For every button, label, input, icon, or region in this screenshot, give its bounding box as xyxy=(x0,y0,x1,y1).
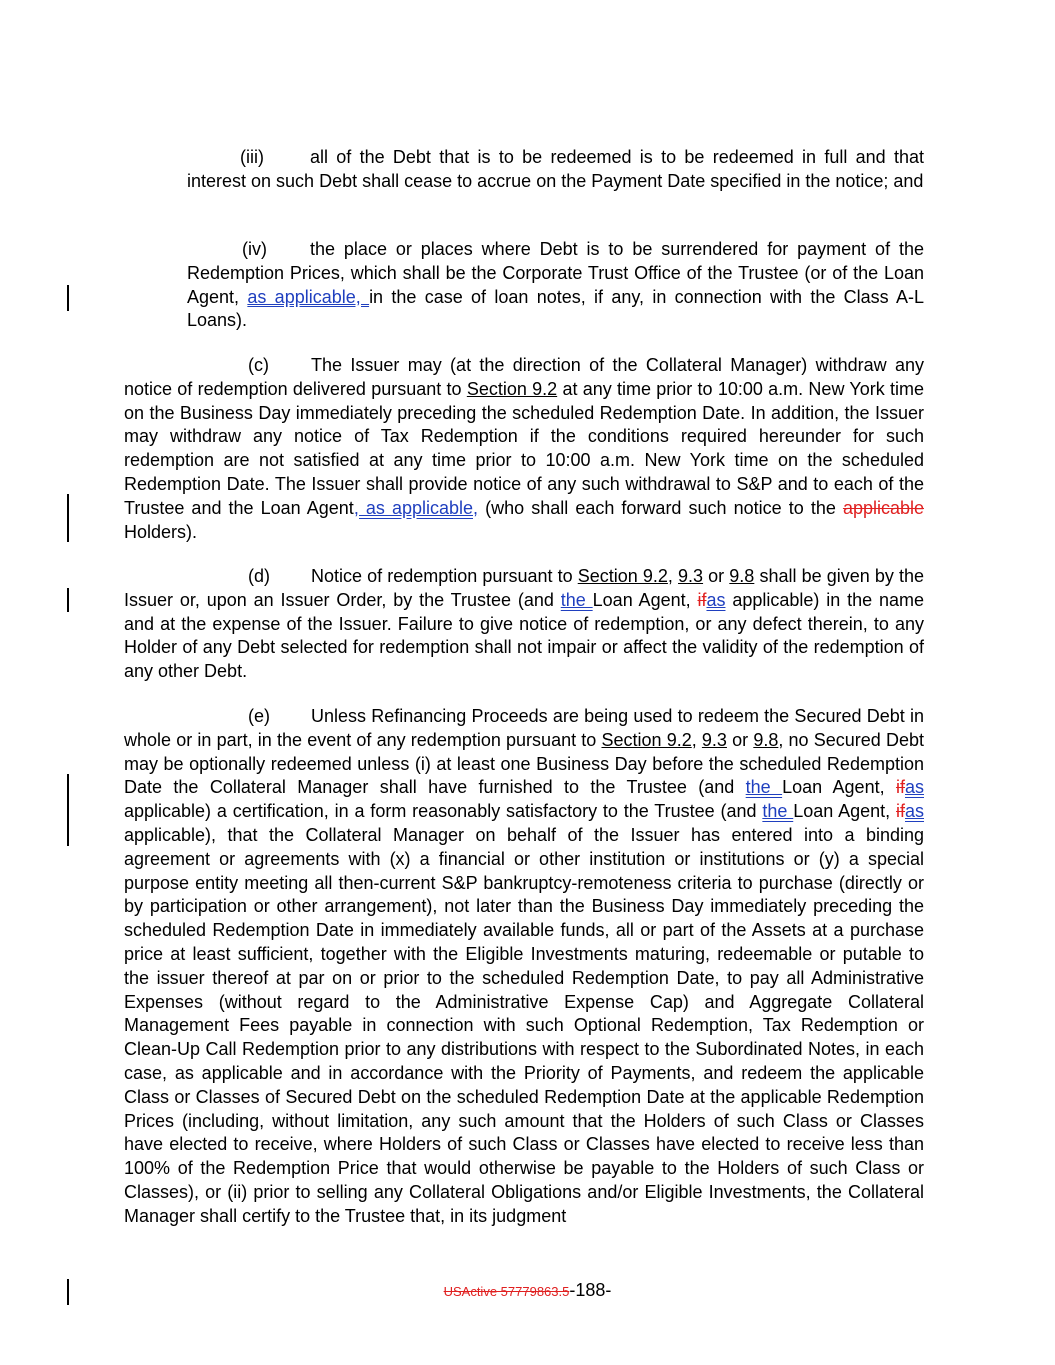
section-reference: 9.3 xyxy=(678,566,704,586)
paragraph-text: (who shall each forward such notice to the xyxy=(478,497,843,518)
section-reference: Section 9.2 xyxy=(466,378,558,399)
paragraph-text: , no Secured Debt may be optionally redeemed unless (i) at least one Business Day before the scheduled Redemption Date the Collateral Manager shall have furnished to the Trustee (and xyxy=(124,729,924,798)
paragraph-label: (c) xyxy=(248,355,269,375)
paragraph-c xyxy=(124,354,924,544)
clause-text: all of the Debt that is to be redeemed is to be redeemed in full and that interest on such Debt shall cease to accrue on the Payment Date specified in the notice; and xyxy=(187,147,924,191)
deleted-text: if xyxy=(896,801,905,822)
paragraph-text: applicable) in the name and at the expense of the Issuer. Failure to give notice of redemption, or any defect therein, to any Holder of any Debt selected for redemption shall not impair or affect the validity of the redemption of any other Debt. xyxy=(124,589,925,682)
separator: or xyxy=(726,729,754,750)
separator: , xyxy=(667,566,679,586)
deleted-text: applicable xyxy=(842,497,924,518)
clause-iv xyxy=(187,238,924,333)
inserted-text: the xyxy=(560,589,593,610)
paragraph-text: Notice of redemption pursuant to xyxy=(311,566,578,586)
inserted-text: the xyxy=(762,801,794,822)
paragraph-text: shall be given by the Issuer or, upon an Issuer Order, by the Trustee (and xyxy=(124,566,924,610)
paragraph-text: Loan Agent, xyxy=(782,777,896,798)
section-reference: Section 9.2 xyxy=(601,729,692,750)
paragraph-label: (d) xyxy=(248,566,270,586)
paragraph-text: Loan Agent, xyxy=(793,801,896,822)
inserted-text: as xyxy=(905,801,925,822)
change-bar xyxy=(67,494,69,542)
deleted-text: if xyxy=(697,589,707,610)
section-reference: 9.8 xyxy=(729,566,755,586)
clause-text: in the case of loan notes, if any, in connection with the Class A-L Loans). xyxy=(187,286,925,331)
deleted-text: if xyxy=(895,777,905,798)
paragraph-text: Loan Agent, xyxy=(592,589,698,610)
inserted-text: as xyxy=(706,589,726,610)
section-reference: 9.3 xyxy=(701,729,727,750)
clause-iii xyxy=(187,146,924,194)
section-reference: 9.8 xyxy=(753,729,779,750)
section-reference: Section 9.2 xyxy=(577,566,668,586)
paragraph-text: applicable), that the Collateral Manager on behalf of the Issuer has entered into a binding agreement or agreements with (x) a financial or other institution or institutions or (y) a special purpose entity meeting all then-current S&P bankruptcy-remoteness criteria to purchase (directly or by participation or other arrangement), not later than the Business Day immediately preceding the scheduled Redemption Date in immediately available funds, all or part of the Assets at a purchase price at least sufficient, together with the Eligible Investments maturing, redeemable or putable to the issuer thereof at par on or prior to the scheduled Redemption Date, to pay all Administrative Expenses (without regard to the Administrative Expense Cap) and Aggregate Collateral Management Fees payable in connection with such Optional Redemption, Tax Redemption or Clean-Up Call Redemption prior to any distributions with respect to the Subordinated Notes, in each case, as applicable and in accordance with the Priority of Payments, and redeem the applicable Class or Classes of Secured Debt on the scheduled Redemption Date at the applicable Redemption Prices (including, without limitation, any such amount that the Holders of such Class or Classes have elected to receive, where Holders of such Class or Classes have elected to receive less than 100% of the Redemption Price that would otherwise be payable to the Holders of such Class or Classes), or (ii) prior to selling any Collateral Obligations and/or Eligible Investments, the Collateral Manager shall certify to the Trustee that, in its judgment xyxy=(124,824,924,1226)
page-footer xyxy=(0,1280,1055,1301)
paragraph-e xyxy=(124,705,924,1229)
page-number: -188- xyxy=(569,1280,612,1300)
paragraph-text: The Issuer may (at the direction of the Collateral Manager) withdraw any notice of redemption delivered pursuant to xyxy=(124,355,924,399)
inserted-text: the xyxy=(745,777,783,798)
separator: , xyxy=(691,729,702,750)
inserted-text: , as applicable, xyxy=(353,497,479,518)
paragraph-text: Unless Refinancing Proceeds are being used to redeem the Secured Debt in whole or in part, in the event of any redemption pursuant to xyxy=(124,706,924,750)
clause-label: (iii) xyxy=(240,147,264,167)
separator: or xyxy=(703,566,730,586)
change-bar xyxy=(67,285,69,311)
paragraph-text: at any time prior to 10:00 a.m. New York time on the Business Day immediately preceding the scheduled Redemption Date. In addition, the Issuer may withdraw any notice of Tax Redemption if the conditions required hereunder for such redemption are not satisfied at any time prior to 10:00 a.m. New York time on the scheduled Redemption Date. The Issuer shall provide notice of any such withdrawal to S&P and to each of the Trustee and the Loan Agent xyxy=(124,378,925,518)
paragraph-d xyxy=(124,565,924,684)
change-bar xyxy=(67,774,69,846)
clause-label: (iv) xyxy=(242,239,267,259)
document-id: USActive 57779863.5 xyxy=(443,1284,570,1299)
paragraph-text: applicable) a certification, in a form reasonably satisfactory to the Trustee (and xyxy=(124,801,763,822)
inserted-text: as applicable, xyxy=(247,286,370,307)
paragraph-label: (e) xyxy=(248,706,270,726)
inserted-text: as xyxy=(904,777,924,798)
change-bar xyxy=(67,588,69,612)
paragraph-text: Holders). xyxy=(124,521,198,542)
clause-text: the place or places where Debt is to be surrendered for payment of the Redemption Prices, which shall be the Corporate Trust Office of the Trustee (or of the Loan Agent, xyxy=(187,239,924,307)
